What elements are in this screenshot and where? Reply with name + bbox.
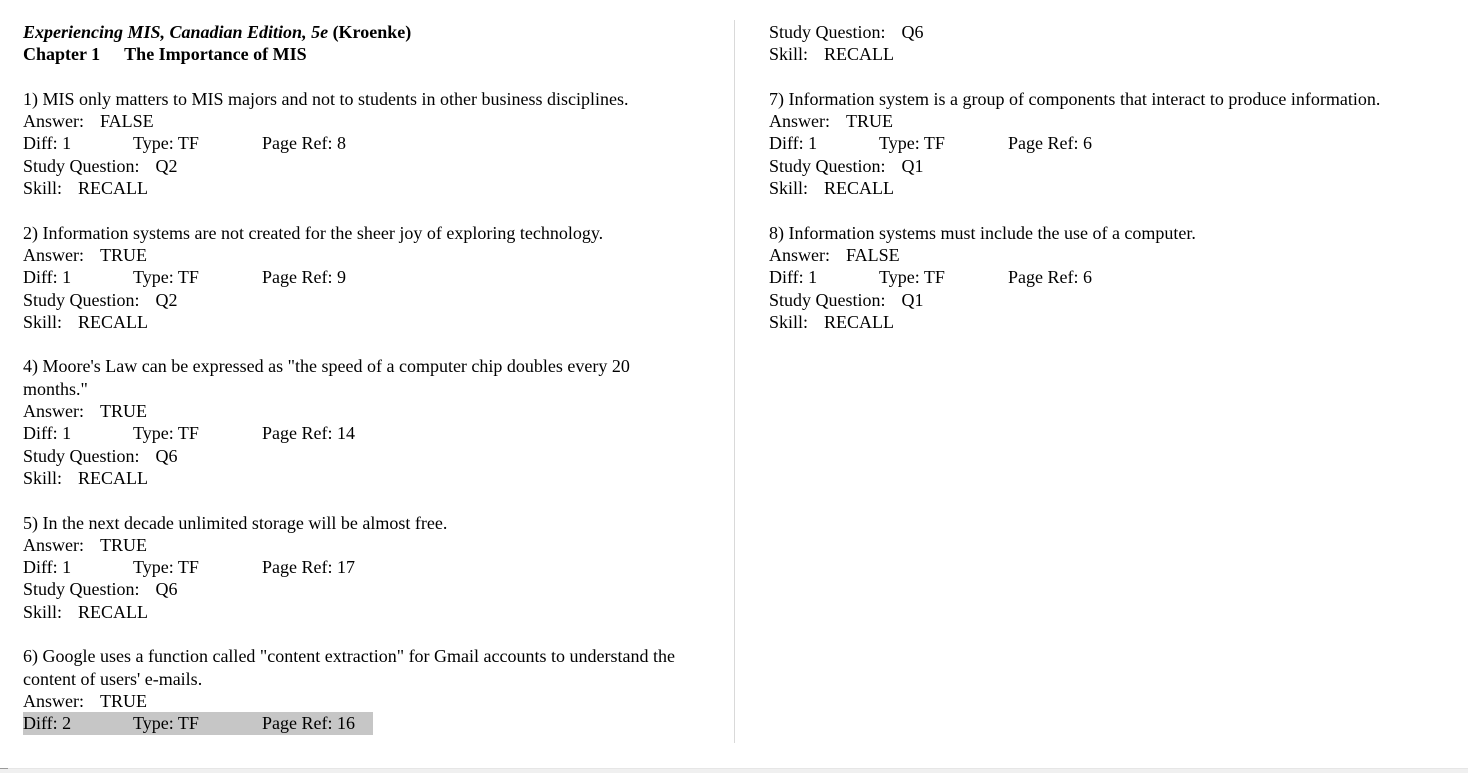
- study-question-line: Study Question: Q6: [769, 22, 924, 42]
- meta-line-selected[interactable]: [23, 712, 373, 734]
- skill-value: RECALL: [824, 44, 895, 65]
- answer-value: FALSE: [846, 244, 900, 265]
- question-block: [769, 222, 1459, 333]
- skill-value: RECALL: [824, 311, 895, 332]
- book-author: (Kroenke): [332, 22, 412, 42]
- chapter-title: The Importance of MIS: [124, 44, 307, 65]
- question-block: [769, 88, 1459, 199]
- diff-value: Diff: 1: [769, 133, 818, 154]
- chapter-label: Chapter 1: [23, 44, 101, 65]
- answer-line: Answer: TRUE: [769, 111, 893, 132]
- answer-value: TRUE: [100, 244, 147, 265]
- type-value: Type: TF: [133, 423, 199, 444]
- question-text: 5) In the next decade unlimited storage will be almost free.: [23, 512, 448, 533]
- type-value: Type: TF: [133, 713, 199, 734]
- answer-line: Answer: TRUE: [23, 690, 147, 711]
- study-question-line: Study Question: Q6: [23, 445, 178, 466]
- type-value: Type: TF: [133, 133, 199, 154]
- type-value: Type: TF: [879, 133, 945, 154]
- skill-line: Skill: RECALL: [769, 44, 895, 65]
- question-text: 7) Information system is a group of components that interact to produce information.: [769, 88, 1381, 109]
- diff-value: Diff: 2: [23, 713, 72, 734]
- meta-line: [23, 422, 723, 444]
- page-ref-value: Page Ref: 9: [262, 267, 346, 288]
- skill-value: RECALL: [78, 178, 149, 199]
- study-question-line: Study Question: Q1: [769, 155, 924, 176]
- question-text: 1) MIS only matters to MIS majors and not to students in other business disciplines.: [23, 88, 629, 109]
- study-question-value: Q1: [901, 155, 924, 176]
- skill-line: Skill: RECALL: [769, 311, 895, 332]
- type-value: Type: TF: [133, 557, 199, 578]
- meta-line: [23, 132, 723, 154]
- right-column: [769, 21, 1459, 333]
- study-question-value: Q2: [155, 289, 178, 310]
- study-question-value: Q6: [155, 579, 178, 600]
- column-divider: [734, 20, 735, 743]
- page-ref-value: Page Ref: 6: [1008, 267, 1092, 288]
- meta-line: [23, 266, 723, 288]
- skill-line: Skill: RECALL: [23, 311, 149, 332]
- answer-line: Answer: TRUE: [23, 244, 147, 265]
- study-question-value: Q1: [901, 289, 924, 310]
- meta-line: [769, 266, 1459, 288]
- question-text: 4) Moore's Law can be expressed as "the speed of a computer chip doubles every 20 months.": [23, 356, 630, 399]
- study-question-line: Study Question: Q2: [23, 289, 178, 310]
- skill-line: Skill: RECALL: [23, 601, 149, 622]
- question-block: [23, 645, 723, 734]
- answer-value: TRUE: [846, 111, 893, 132]
- skill-value: RECALL: [78, 311, 149, 332]
- answer-line: Answer: FALSE: [769, 244, 900, 265]
- page-ref-value: Page Ref: 17: [262, 557, 355, 578]
- left-column: [23, 21, 723, 735]
- skill-line: Skill: RECALL: [769, 178, 895, 199]
- answer-value: TRUE: [100, 690, 147, 711]
- page-bottom-edge: [0, 768, 1468, 773]
- chapter-title-line: [23, 43, 723, 65]
- question-block: [23, 88, 723, 199]
- type-value: Type: TF: [879, 267, 945, 288]
- diff-value: Diff: 1: [23, 133, 72, 154]
- study-question-line: Study Question: Q2: [23, 155, 178, 176]
- page-ref-value: Page Ref: 16: [262, 713, 355, 734]
- diff-value: Diff: 1: [23, 423, 72, 444]
- question-text: 2) Information systems are not created for the sheer joy of exploring technology.: [23, 222, 604, 243]
- study-question-value: Q6: [901, 22, 924, 42]
- page-ref-value: Page Ref: 14: [262, 423, 355, 444]
- book-title: Experiencing MIS, Canadian Edition, 5e: [23, 22, 329, 42]
- answer-value: TRUE: [100, 534, 147, 555]
- meta-line: [769, 132, 1459, 154]
- meta-line: [23, 556, 723, 578]
- book-title-line: [23, 21, 723, 43]
- diff-value: Diff: 1: [23, 557, 72, 578]
- diff-value: Diff: 1: [23, 267, 72, 288]
- study-question-line: Study Question: Q1: [769, 289, 924, 310]
- skill-line: Skill: RECALL: [23, 467, 149, 488]
- question-block: [23, 355, 723, 489]
- question-text: 6) Google uses a function called "content extraction" for Gmail accounts to understand the content of users' e-mails.: [23, 646, 675, 689]
- answer-value: FALSE: [100, 111, 154, 132]
- page-ref-value: Page Ref: 6: [1008, 133, 1092, 154]
- skill-value: RECALL: [78, 467, 149, 488]
- question-text: 8) Information systems must include the use of a computer.: [769, 222, 1196, 243]
- corner-mark: [0, 768, 8, 769]
- type-value: Type: TF: [133, 267, 199, 288]
- study-question-value: Q2: [155, 155, 178, 176]
- study-question-value: Q6: [155, 445, 178, 466]
- skill-value: RECALL: [78, 601, 149, 622]
- question-block: [23, 222, 723, 333]
- study-question-line: Study Question: Q6: [23, 579, 178, 600]
- skill-value: RECALL: [824, 178, 895, 199]
- answer-line: Answer: TRUE: [23, 534, 147, 555]
- skill-line: Skill: RECALL: [23, 178, 149, 199]
- page-ref-value: Page Ref: 8: [262, 133, 346, 154]
- answer-line: Answer: TRUE: [23, 401, 147, 422]
- diff-value: Diff: 1: [769, 267, 818, 288]
- question-block: [23, 512, 723, 623]
- answer-value: TRUE: [100, 401, 147, 422]
- answer-line: Answer: FALSE: [23, 111, 154, 132]
